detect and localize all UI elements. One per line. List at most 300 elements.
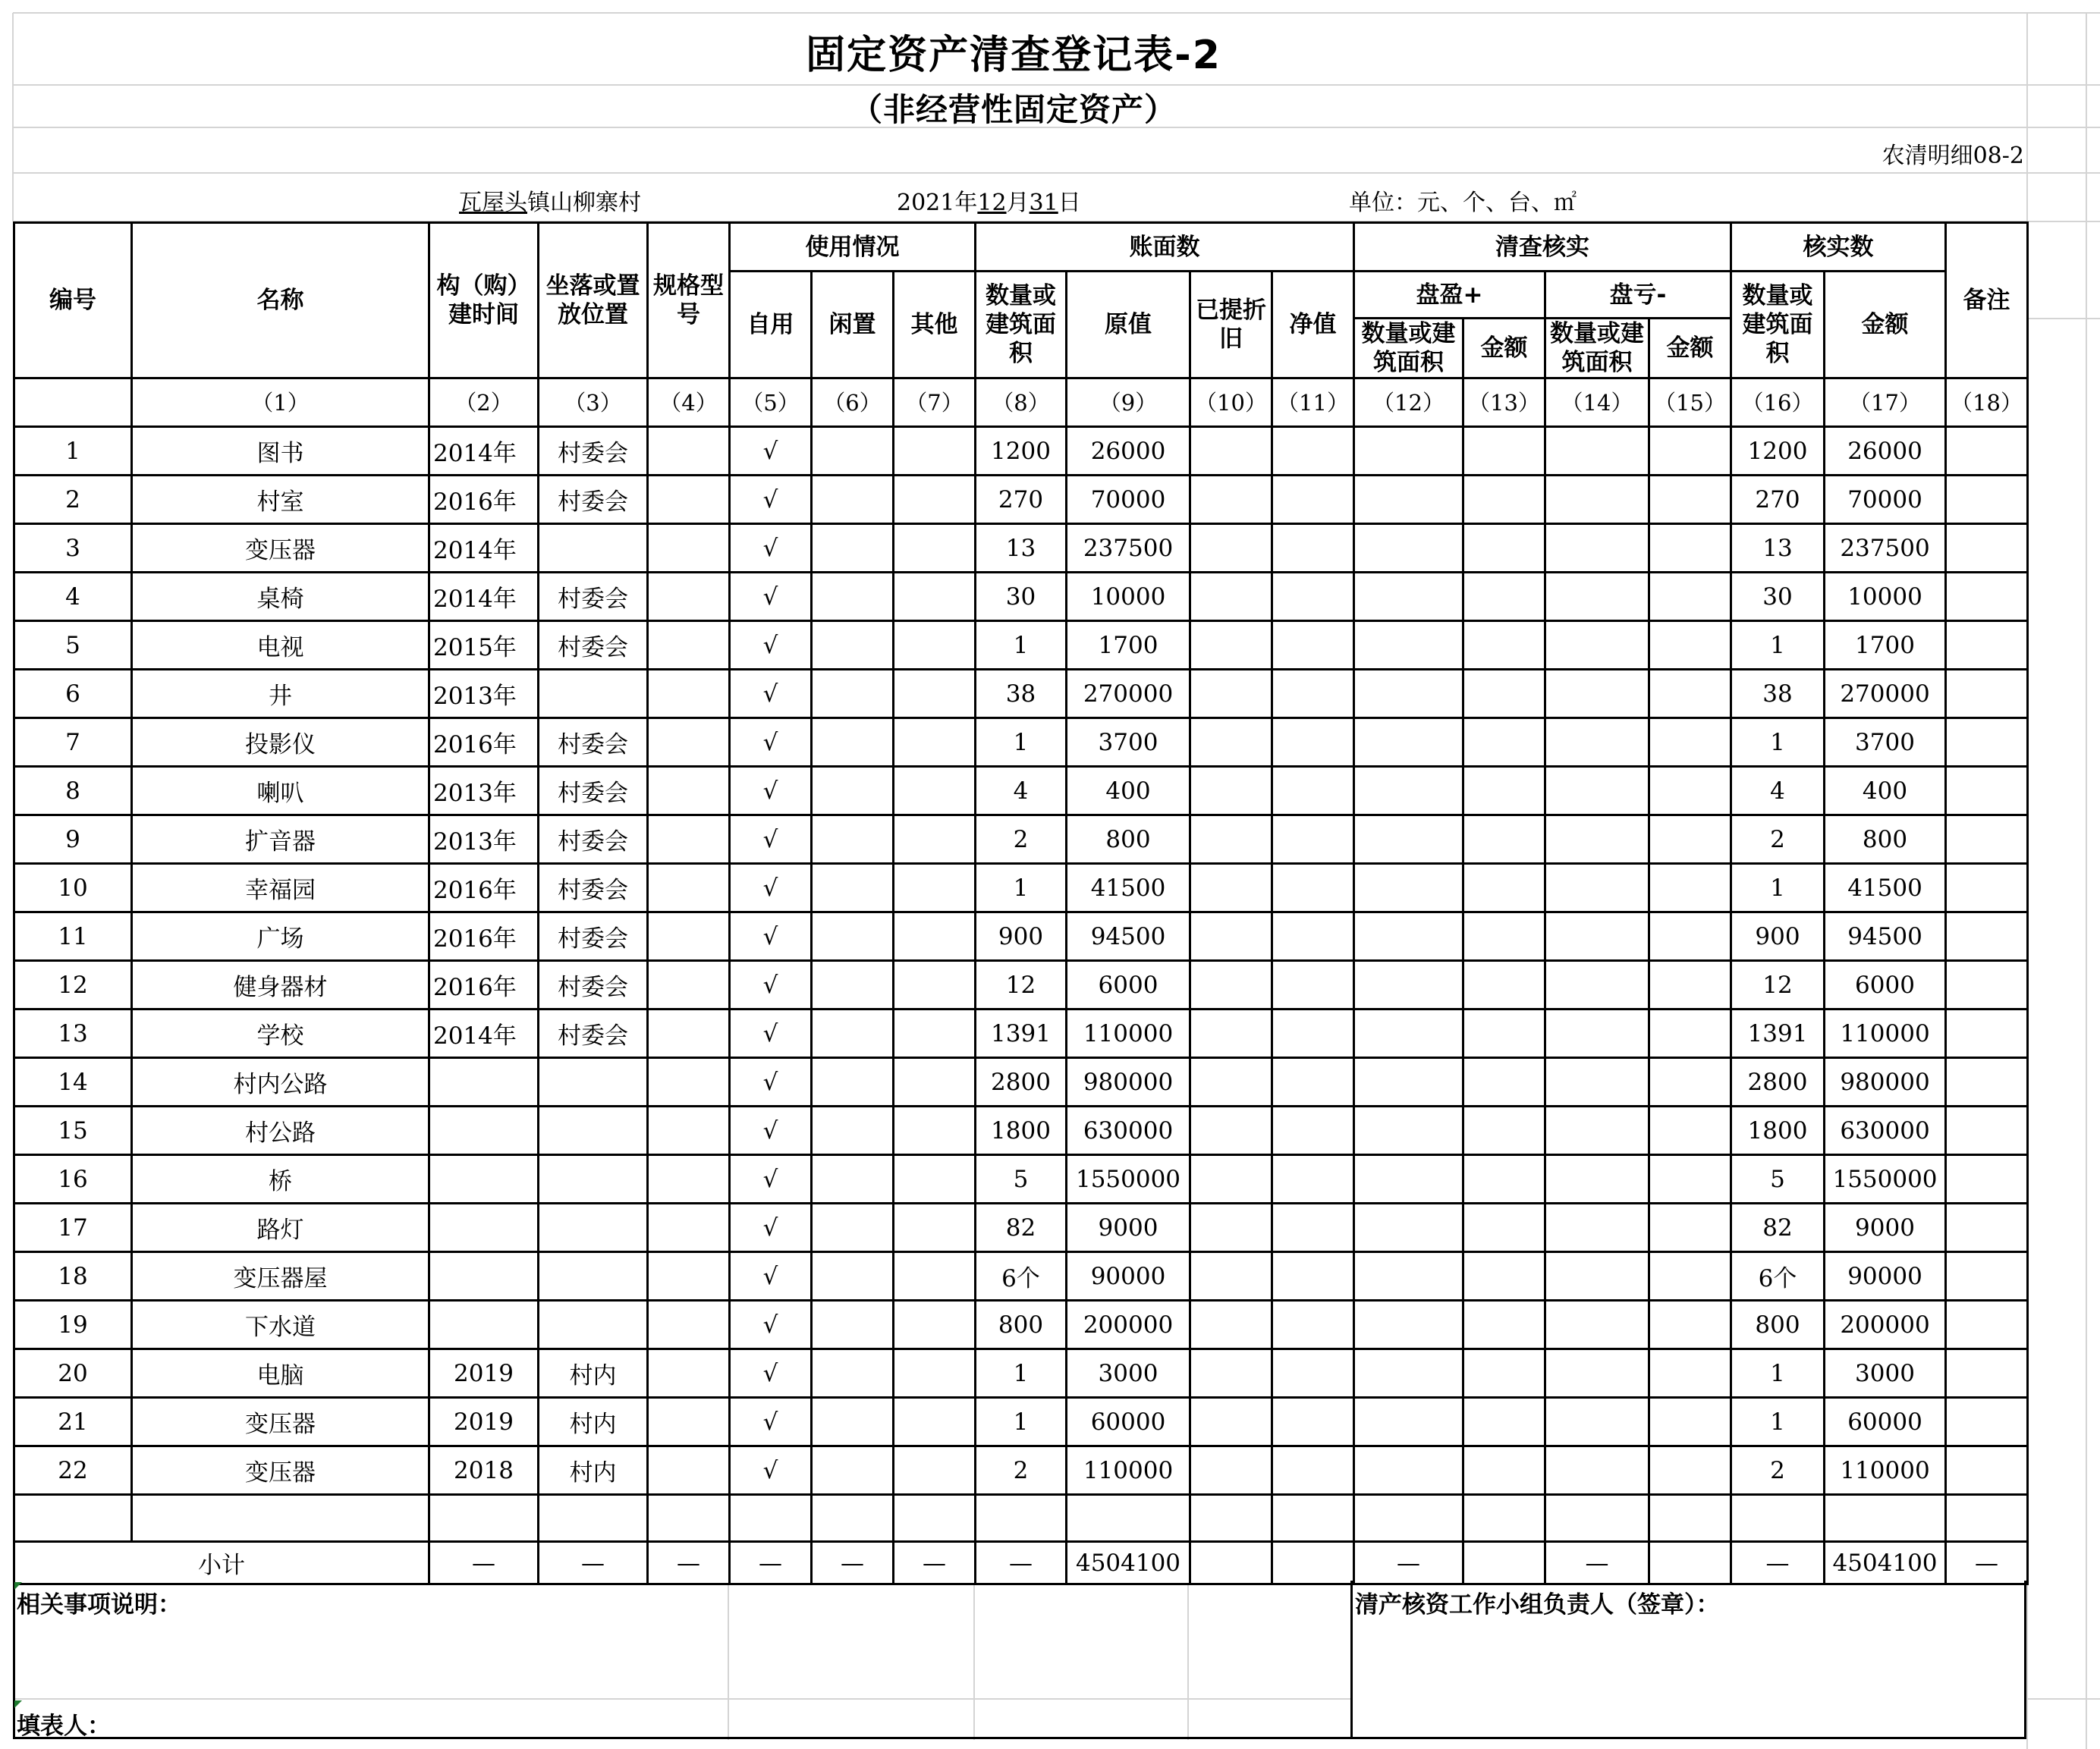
- depreciation-cell: [1190, 1398, 1272, 1446]
- table-row: [14, 1204, 2028, 1252]
- verified-amount: 10000: [1825, 573, 1946, 621]
- deficit-amount-cell: [1649, 524, 1731, 573]
- spec-cell: [648, 961, 730, 1010]
- original-value: 1550000: [1067, 1155, 1190, 1204]
- empty-cell: [1731, 1495, 1825, 1542]
- spec-cell: [648, 1398, 730, 1446]
- asset-name: 电脑: [132, 1349, 429, 1398]
- asset-location: [539, 1058, 648, 1107]
- asset-location: [539, 1204, 648, 1252]
- deficit-qty-cell: [1545, 815, 1649, 864]
- deficit-qty-cell: [1545, 1107, 1649, 1155]
- remark-cell: [1946, 670, 2028, 718]
- remark-cell: [1946, 1349, 2028, 1398]
- book-quantity: 13: [976, 524, 1067, 573]
- verified-quantity: 6个: [1731, 1252, 1825, 1301]
- depreciation-cell: [1190, 476, 1272, 524]
- asset-location: 村委会: [539, 427, 648, 476]
- header-surplus: 盘盈+: [1354, 272, 1545, 319]
- spec-cell: [648, 1107, 730, 1155]
- row-number: 17: [14, 1204, 132, 1252]
- surplus-qty-cell: [1354, 621, 1463, 670]
- row-number: 3: [14, 524, 132, 573]
- net-value-cell: [1272, 621, 1354, 670]
- spec-cell: [648, 1010, 730, 1058]
- self-use-check: √: [730, 524, 812, 573]
- other-cell: [894, 864, 976, 912]
- asset-location: 村委会: [539, 961, 648, 1010]
- net-value-cell: [1272, 1252, 1354, 1301]
- verified-quantity: 1: [1731, 864, 1825, 912]
- depreciation-cell: [1190, 961, 1272, 1010]
- self-use-check: √: [730, 1107, 812, 1155]
- subtotal-verified-amount: 4504100: [1825, 1542, 1946, 1584]
- row-number: 4: [14, 573, 132, 621]
- surplus-amount-cell: [1463, 864, 1545, 912]
- asset-location: [539, 1252, 648, 1301]
- original-value: 270000: [1067, 670, 1190, 718]
- header-check: 清查核实: [1354, 223, 1731, 272]
- column-index-cell: （17）: [1825, 378, 1946, 427]
- verified-amount: 110000: [1825, 1010, 1946, 1058]
- remark-cell: [1946, 573, 2028, 621]
- deficit-amount-cell: [1649, 1301, 1731, 1349]
- verified-quantity: 1: [1731, 1398, 1825, 1446]
- idle-cell: [812, 621, 894, 670]
- row-number: 5: [14, 621, 132, 670]
- dash-cell: —: [648, 1542, 730, 1584]
- other-cell: [894, 961, 976, 1010]
- idle-cell: [812, 1349, 894, 1398]
- asset-name: 井: [132, 670, 429, 718]
- idle-cell: [812, 961, 894, 1010]
- spec-cell: [648, 912, 730, 961]
- deficit-qty-cell: [1545, 1252, 1649, 1301]
- asset-register-table: [13, 221, 2029, 1585]
- asset-name: 下水道: [132, 1301, 429, 1349]
- header-spec: 规格型号: [648, 223, 730, 378]
- date-month-suffix: 月: [1006, 190, 1030, 216]
- dash-cell: —: [812, 1542, 894, 1584]
- deficit-qty-cell: [1545, 1301, 1649, 1349]
- surplus-qty-cell: [1354, 1301, 1463, 1349]
- spec-cell: [648, 864, 730, 912]
- idle-cell: [812, 427, 894, 476]
- surplus-qty-cell: [1354, 912, 1463, 961]
- deficit-qty-cell: [1545, 573, 1649, 621]
- remark-cell: [1946, 1107, 2028, 1155]
- deficit-amount-cell: [1649, 1446, 1731, 1495]
- book-quantity: 2: [976, 1446, 1067, 1495]
- table-row: [14, 718, 2028, 767]
- original-value: 3000: [1067, 1349, 1190, 1398]
- build-time: 2016年: [429, 961, 539, 1010]
- book-quantity: 1: [976, 864, 1067, 912]
- row-number: 9: [14, 815, 132, 864]
- verified-amount: 90000: [1825, 1252, 1946, 1301]
- verified-amount: 3700: [1825, 718, 1946, 767]
- header-deficit-amount: 金额: [1649, 319, 1731, 378]
- surplus-amount-cell: [1463, 718, 1545, 767]
- table-row: [14, 815, 2028, 864]
- table-row: [14, 912, 2028, 961]
- header-book: 账面数: [976, 223, 1354, 272]
- surplus-amount-cell: [1463, 815, 1545, 864]
- net-value-cell: [1272, 912, 1354, 961]
- self-use-check: √: [730, 427, 812, 476]
- surplus-amount-cell: [1463, 1252, 1545, 1301]
- verified-amount: 200000: [1825, 1301, 1946, 1349]
- verified-amount: 94500: [1825, 912, 1946, 961]
- idle-cell: [812, 573, 894, 621]
- other-cell: [894, 427, 976, 476]
- date-month: 12: [977, 190, 1007, 216]
- book-quantity: 1: [976, 1398, 1067, 1446]
- original-value: 630000: [1067, 1107, 1190, 1155]
- header-deficit-qty: 数量或建筑面积: [1545, 319, 1649, 378]
- net-value-cell: [1272, 1107, 1354, 1155]
- self-use-check: √: [730, 1252, 812, 1301]
- dash-cell: —: [976, 1542, 1067, 1584]
- self-use-check: √: [730, 912, 812, 961]
- row-number: 6: [14, 670, 132, 718]
- empty-cell: [1463, 1495, 1545, 1542]
- surplus-amount-cell: [1463, 427, 1545, 476]
- header-surplus-amount: 金额: [1463, 319, 1545, 378]
- idle-cell: [812, 476, 894, 524]
- dash-cell: —: [1354, 1542, 1463, 1584]
- build-time: [429, 1107, 539, 1155]
- deficit-amount-cell: [1649, 912, 1731, 961]
- self-use-check: √: [730, 767, 812, 815]
- comment-marker-icon: [14, 1700, 22, 1708]
- surplus-qty-cell: [1354, 427, 1463, 476]
- asset-name: 变压器: [132, 1446, 429, 1495]
- deficit-amount-cell: [1649, 718, 1731, 767]
- net-value-cell: [1272, 1398, 1354, 1446]
- deficit-amount-cell: [1649, 1010, 1731, 1058]
- row-number: 1: [14, 427, 132, 476]
- asset-name: 广场: [132, 912, 429, 961]
- header-remark: 备注: [1946, 223, 2028, 378]
- idle-cell: [812, 1301, 894, 1349]
- unit-label: 单位：元、个、台、㎡: [1349, 190, 1577, 216]
- book-quantity: 38: [976, 670, 1067, 718]
- spec-cell: [648, 573, 730, 621]
- table-row: [14, 1301, 2028, 1349]
- depreciation-cell: [1190, 573, 1272, 621]
- header-location: 坐落或置放位置: [539, 223, 648, 378]
- original-value: 90000: [1067, 1252, 1190, 1301]
- build-time: [429, 1204, 539, 1252]
- deficit-amount-cell: [1649, 1204, 1731, 1252]
- spec-cell: [648, 1349, 730, 1398]
- self-use-check: √: [730, 718, 812, 767]
- other-cell: [894, 1301, 976, 1349]
- empty-cell: [894, 1495, 976, 1542]
- deficit-amount-cell: [1649, 815, 1731, 864]
- asset-name: 健身器材: [132, 961, 429, 1010]
- idle-cell: [812, 1155, 894, 1204]
- verified-amount: 237500: [1825, 524, 1946, 573]
- remark-cell: [1946, 427, 2028, 476]
- header-usage: 使用情况: [730, 223, 976, 272]
- asset-location: [539, 1107, 648, 1155]
- spec-cell: [648, 621, 730, 670]
- verified-quantity: 1: [1731, 621, 1825, 670]
- surplus-amount-cell: [1463, 1446, 1545, 1495]
- row-number: 14: [14, 1058, 132, 1107]
- net-value-cell: [1272, 670, 1354, 718]
- asset-name: 村内公路: [132, 1058, 429, 1107]
- row-number: 20: [14, 1349, 132, 1398]
- book-quantity: 1200: [976, 427, 1067, 476]
- net-value-cell: [1272, 767, 1354, 815]
- column-index-cell: （7）: [894, 378, 976, 427]
- net-value-cell: [1272, 427, 1354, 476]
- column-index-cell: （1）: [132, 378, 429, 427]
- column-index-cell: （18）: [1946, 378, 2028, 427]
- other-cell: [894, 815, 976, 864]
- asset-name: 电视: [132, 621, 429, 670]
- deficit-amount-cell: [1649, 1349, 1731, 1398]
- form-code: 农清明细08-2: [1882, 143, 2024, 169]
- header-net: 净值: [1272, 272, 1354, 378]
- original-value: 237500: [1067, 524, 1190, 573]
- other-cell: [894, 1398, 976, 1446]
- spec-cell: [648, 815, 730, 864]
- deficit-amount-cell: [1649, 670, 1731, 718]
- spec-cell: [648, 767, 730, 815]
- surplus-qty-cell: [1354, 573, 1463, 621]
- original-value: 70000: [1067, 476, 1190, 524]
- build-time: [429, 1058, 539, 1107]
- remark-cell: [1946, 864, 2028, 912]
- original-value: 110000: [1067, 1010, 1190, 1058]
- verified-amount: 980000: [1825, 1058, 1946, 1107]
- other-cell: [894, 1446, 976, 1495]
- asset-location: 村委会: [539, 912, 648, 961]
- surplus-amount-cell: [1463, 1107, 1545, 1155]
- column-index-cell: （14）: [1545, 378, 1649, 427]
- table-row: [14, 1349, 2028, 1398]
- empty-cell: [730, 1495, 812, 1542]
- verified-amount: 3000: [1825, 1349, 1946, 1398]
- original-value: 6000: [1067, 961, 1190, 1010]
- spec-cell: [648, 670, 730, 718]
- asset-name: 喇叭: [132, 767, 429, 815]
- verified-quantity: 13: [1731, 524, 1825, 573]
- book-quantity: 1391: [976, 1010, 1067, 1058]
- deficit-qty-cell: [1545, 767, 1649, 815]
- dash-cell: —: [1946, 1542, 2028, 1584]
- deficit-qty-cell: [1545, 864, 1649, 912]
- build-time: 2016年: [429, 864, 539, 912]
- book-quantity: 12: [976, 961, 1067, 1010]
- spec-cell: [648, 1252, 730, 1301]
- surplus-qty-cell: [1354, 815, 1463, 864]
- header-ver-qty: 数量或建筑面积: [1731, 272, 1825, 378]
- row-number: 8: [14, 767, 132, 815]
- empty-cell: [14, 1495, 132, 1542]
- idle-cell: [812, 718, 894, 767]
- depreciation-cell: [1190, 670, 1272, 718]
- surplus-qty-cell: [1354, 1446, 1463, 1495]
- column-index-cell: （5）: [730, 378, 812, 427]
- verified-quantity: 800: [1731, 1301, 1825, 1349]
- remark-cell: [1946, 1010, 2028, 1058]
- table-row: [14, 573, 2028, 621]
- deficit-qty-cell: [1545, 476, 1649, 524]
- asset-location: 村内: [539, 1398, 648, 1446]
- column-index-cell: （10）: [1190, 378, 1272, 427]
- header-idle: 闲置: [812, 272, 894, 378]
- net-value-cell: [1272, 1301, 1354, 1349]
- table-row: [14, 524, 2028, 573]
- original-value: 26000: [1067, 427, 1190, 476]
- asset-name: 桌椅: [132, 573, 429, 621]
- depreciation-cell: [1190, 427, 1272, 476]
- book-quantity: 1: [976, 718, 1067, 767]
- self-use-check: √: [730, 1155, 812, 1204]
- spec-cell: [648, 524, 730, 573]
- net-value-cell: [1272, 1058, 1354, 1107]
- verified-amount: 60000: [1825, 1398, 1946, 1446]
- idle-cell: [812, 912, 894, 961]
- deficit-amount-cell: [1649, 1107, 1731, 1155]
- original-value: 400: [1067, 767, 1190, 815]
- deficit-amount-cell: [1649, 427, 1731, 476]
- net-value-cell: [1272, 1204, 1354, 1252]
- deficit-qty-cell: [1545, 912, 1649, 961]
- deficit-qty-cell: [1545, 1398, 1649, 1446]
- other-cell: [894, 767, 976, 815]
- build-time: [429, 1252, 539, 1301]
- empty-cell: [1649, 1542, 1731, 1584]
- table-row: [14, 670, 2028, 718]
- verified-quantity: 900: [1731, 912, 1825, 961]
- empty-cell: [1272, 1542, 1354, 1584]
- dash-cell: —: [1731, 1542, 1825, 1584]
- empty-cell: [976, 1495, 1067, 1542]
- original-value: 60000: [1067, 1398, 1190, 1446]
- other-cell: [894, 1058, 976, 1107]
- idle-cell: [812, 767, 894, 815]
- spec-cell: [648, 718, 730, 767]
- verified-amount: 630000: [1825, 1107, 1946, 1155]
- verified-quantity: 270: [1731, 476, 1825, 524]
- spec-cell: [648, 476, 730, 524]
- deficit-qty-cell: [1545, 621, 1649, 670]
- net-value-cell: [1272, 1349, 1354, 1398]
- deficit-amount-cell: [1649, 864, 1731, 912]
- verified-quantity: 2800: [1731, 1058, 1825, 1107]
- dash-cell: —: [1545, 1542, 1649, 1584]
- net-value-cell: [1272, 718, 1354, 767]
- verified-quantity: 4: [1731, 767, 1825, 815]
- row-number: 7: [14, 718, 132, 767]
- row-number: 16: [14, 1155, 132, 1204]
- net-value-cell: [1272, 524, 1354, 573]
- filler-label: 填表人：: [17, 1713, 111, 1740]
- surplus-amount-cell: [1463, 670, 1545, 718]
- self-use-check: √: [730, 864, 812, 912]
- asset-location: [539, 524, 648, 573]
- row-number: 22: [14, 1446, 132, 1495]
- net-value-cell: [1272, 961, 1354, 1010]
- build-time: 2019: [429, 1349, 539, 1398]
- book-quantity: 1: [976, 1349, 1067, 1398]
- asset-name: 变压器: [132, 1398, 429, 1446]
- surplus-amount-cell: [1463, 1204, 1545, 1252]
- build-time: 2016年: [429, 912, 539, 961]
- column-index-cell: （13）: [1463, 378, 1545, 427]
- build-time: 2016年: [429, 718, 539, 767]
- table-row: [14, 1058, 2028, 1107]
- asset-name: 扩音器: [132, 815, 429, 864]
- other-cell: [894, 621, 976, 670]
- remark-cell: [1946, 524, 2028, 573]
- verified-amount: 70000: [1825, 476, 1946, 524]
- deficit-qty-cell: [1545, 427, 1649, 476]
- surplus-amount-cell: [1463, 1058, 1545, 1107]
- other-cell: [894, 1010, 976, 1058]
- date-year-suffix: 年: [954, 190, 978, 216]
- self-use-check: √: [730, 1058, 812, 1107]
- row-number: 11: [14, 912, 132, 961]
- empty-cell: [1545, 1495, 1649, 1542]
- original-value: 200000: [1067, 1301, 1190, 1349]
- column-index-cell: （4）: [648, 378, 730, 427]
- location-label: [459, 184, 641, 217]
- verified-quantity: 5: [1731, 1155, 1825, 1204]
- surplus-amount-cell: [1463, 573, 1545, 621]
- table-row: [14, 427, 2028, 476]
- net-value-cell: [1272, 1155, 1354, 1204]
- build-time: 2014年: [429, 524, 539, 573]
- verified-amount: 800: [1825, 815, 1946, 864]
- deficit-qty-cell: [1545, 718, 1649, 767]
- self-use-check: √: [730, 1446, 812, 1495]
- other-cell: [894, 1155, 976, 1204]
- original-value: 800: [1067, 815, 1190, 864]
- deficit-qty-cell: [1545, 1010, 1649, 1058]
- depreciation-cell: [1190, 1446, 1272, 1495]
- surplus-qty-cell: [1354, 767, 1463, 815]
- asset-location: 村委会: [539, 864, 648, 912]
- asset-name: 变压器: [132, 524, 429, 573]
- other-cell: [894, 573, 976, 621]
- depreciation-cell: [1190, 524, 1272, 573]
- table-row: [14, 1446, 2028, 1495]
- build-time: 2015年: [429, 621, 539, 670]
- idle-cell: [812, 864, 894, 912]
- table-row: [14, 767, 2028, 815]
- build-time: 2014年: [429, 573, 539, 621]
- self-use-check: √: [730, 961, 812, 1010]
- asset-location: 村内: [539, 1349, 648, 1398]
- column-index-cell: （2）: [429, 378, 539, 427]
- original-value: 110000: [1067, 1446, 1190, 1495]
- deficit-qty-cell: [1545, 961, 1649, 1010]
- asset-location: 村委会: [539, 815, 648, 864]
- asset-location: 村委会: [539, 573, 648, 621]
- asset-name: 图书: [132, 427, 429, 476]
- report-date: [897, 184, 1081, 217]
- date-day: 31: [1029, 190, 1058, 216]
- row-number: 13: [14, 1010, 132, 1058]
- remark-cell: [1946, 1398, 2028, 1446]
